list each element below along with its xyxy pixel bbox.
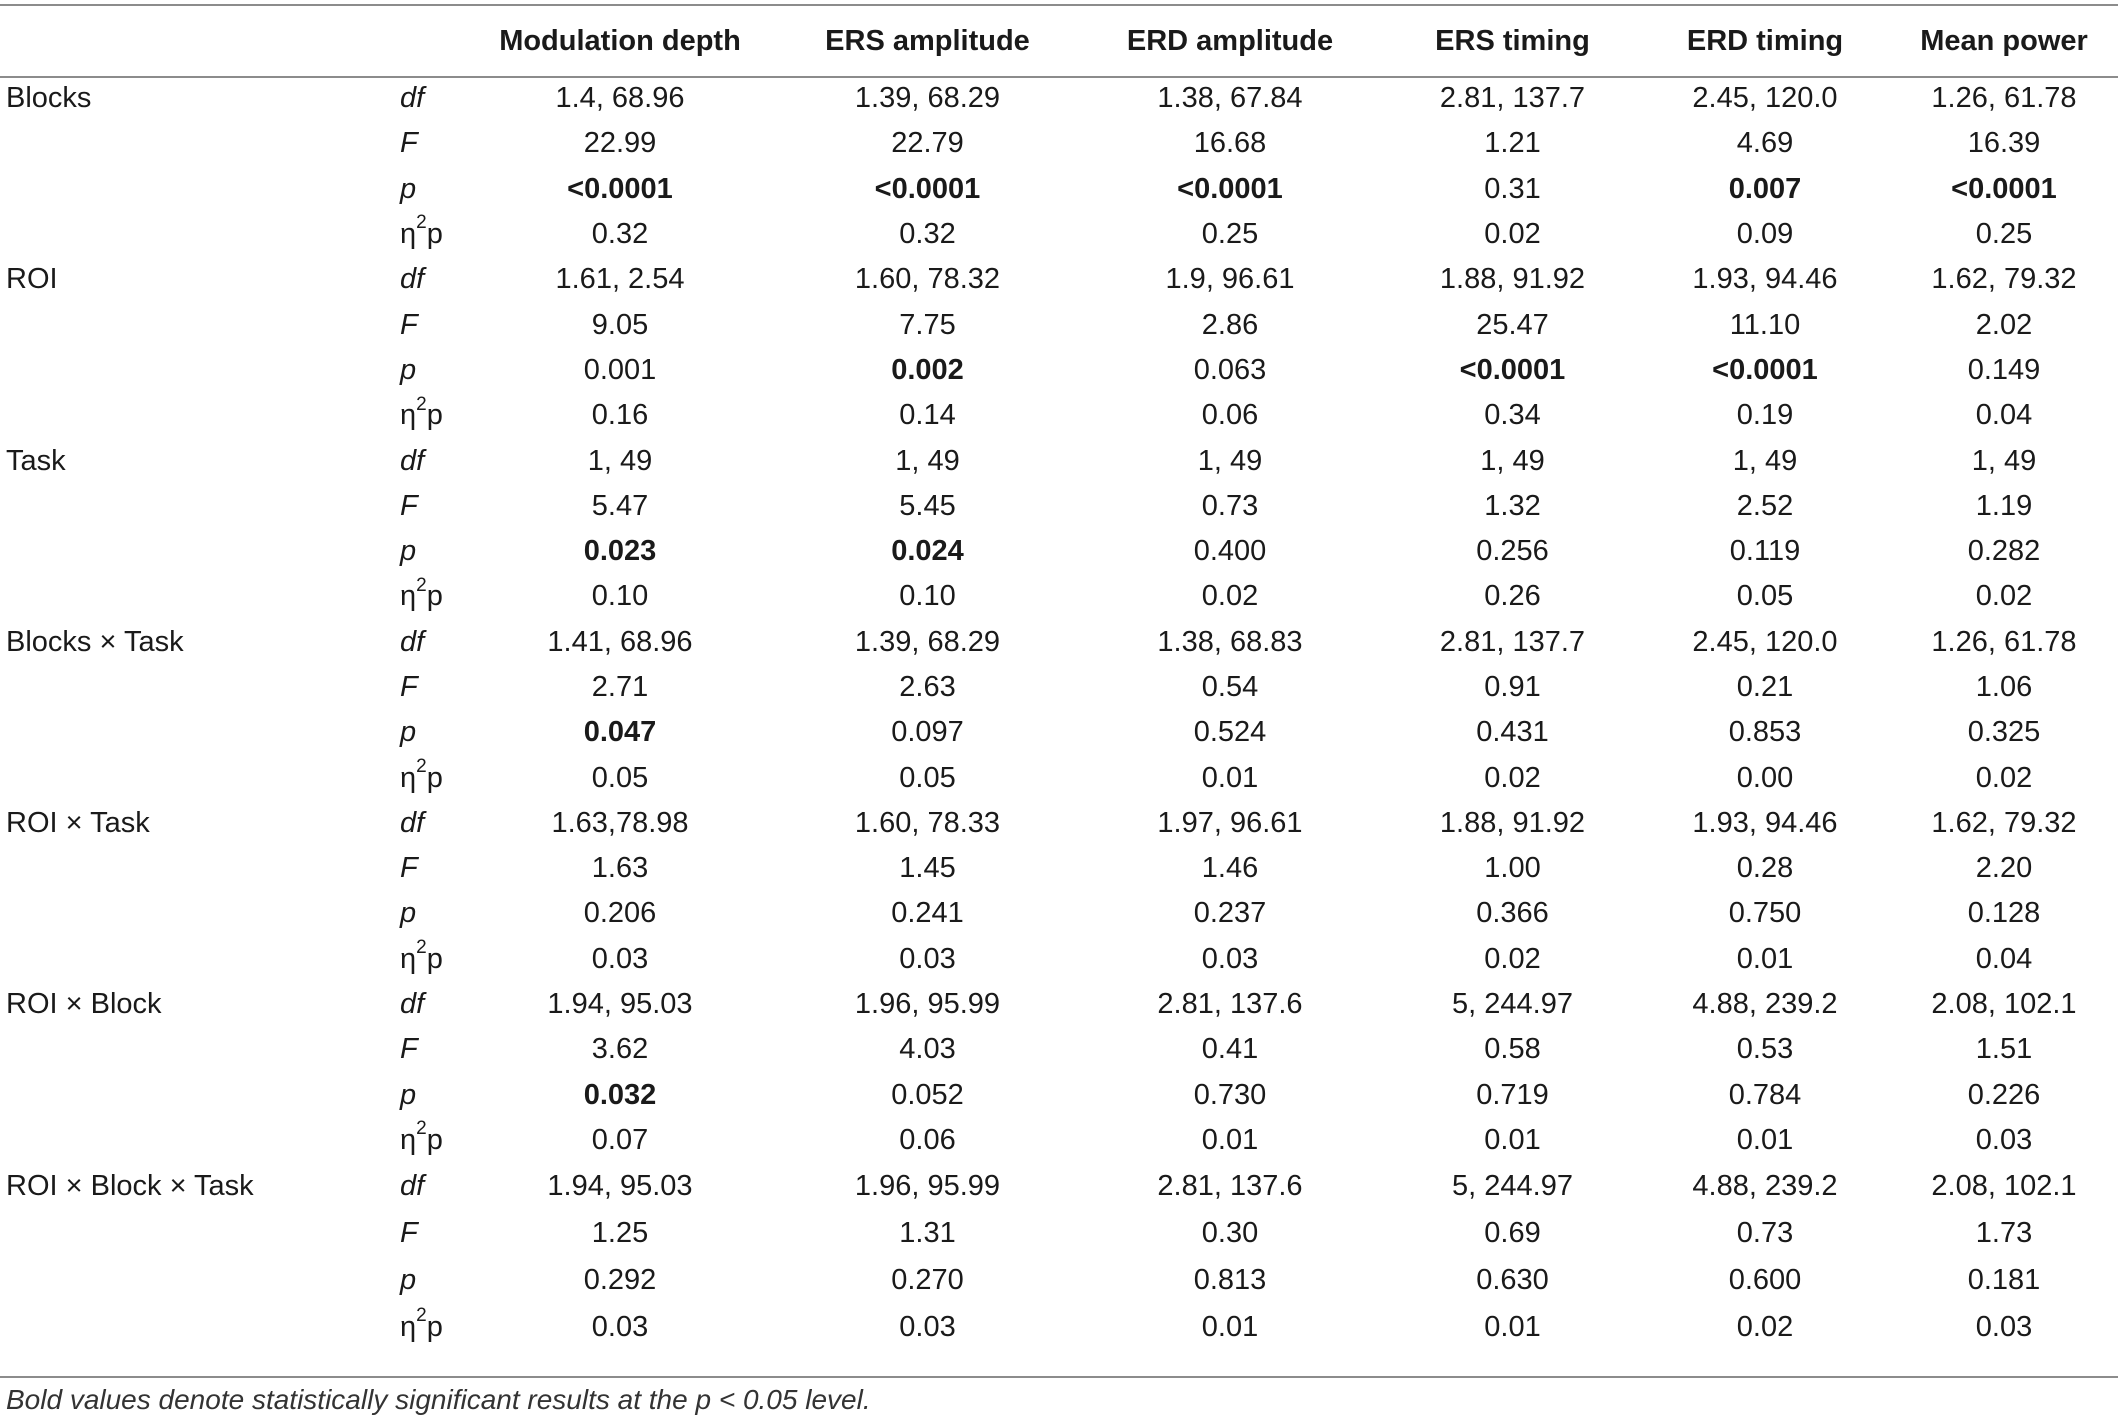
cell-erd-amplitude: 1.38, 67.84 <box>1157 82 1303 115</box>
cell-erd-amplitude: 0.06 <box>1201 399 1259 432</box>
cell-ers-timing: 0.34 <box>1484 399 1541 432</box>
effect-label: Task <box>6 444 66 477</box>
cell-modulation-depth: 1.61, 2.54 <box>555 263 685 296</box>
stat-label: F <box>400 852 418 885</box>
effect-label <box>0 891 340 936</box>
cell-erd-amplitude: 0.73 <box>1201 489 1259 522</box>
cell-erd-timing: 0.784 <box>1728 1078 1802 1111</box>
cell-erd-timing: 0.73 <box>1736 1217 1794 1250</box>
cell-ers-amplitude: 0.03 <box>899 942 956 975</box>
stat-label: df <box>400 263 425 296</box>
cell-modulation-depth: 0.07 <box>591 1123 649 1156</box>
cell-erd-amplitude: <0.0001 <box>1177 172 1283 205</box>
stat-label: df <box>400 1170 425 1203</box>
table-row <box>0 620 2118 665</box>
header-cell-effect <box>0 6 340 76</box>
cell-modulation-depth: 0.047 <box>583 716 657 749</box>
cell-modulation-depth: 3.62 <box>591 1033 649 1066</box>
table-row <box>0 393 2118 438</box>
cell-erd-amplitude: 16.68 <box>1193 127 1267 160</box>
cell-mean-power: 0.128 <box>1967 897 2041 930</box>
cell-ers-amplitude: 1, 49 <box>895 444 960 477</box>
table-row <box>0 1027 2118 1072</box>
table-row <box>0 529 2118 574</box>
table-row <box>0 710 2118 755</box>
cell-mean-power: 1.26, 61.78 <box>1931 625 2077 658</box>
cell-mean-power: 2.08, 102.1 <box>1931 1170 2077 1203</box>
cell-mean-power: 0.181 <box>1967 1264 2041 1297</box>
cell-mean-power: 1.26, 61.78 <box>1931 82 2077 115</box>
stat-label: df <box>400 625 425 658</box>
cell-ers-amplitude: 1.39, 68.29 <box>854 82 1001 115</box>
stat-label: $\eta^2p$ <box>400 1118 443 1156</box>
cell-modulation-depth: 1.25 <box>591 1217 649 1250</box>
cell-ers-timing: <0.0001 <box>1459 353 1566 386</box>
bottom-rule <box>0 1376 2118 1378</box>
cell-mean-power: 0.25 <box>1975 218 2033 251</box>
effect-label <box>0 212 340 257</box>
cell-erd-timing: 11.10 <box>1729 308 1801 341</box>
cell-modulation-depth: 0.05 <box>591 761 649 794</box>
effect-label: ROI × Task <box>6 806 150 839</box>
cell-erd-timing: 0.01 <box>1736 942 1794 975</box>
stat-label: p <box>400 716 417 749</box>
cell-erd-timing: 2.45, 120.0 <box>1692 82 1838 115</box>
cell-erd-amplitude: 1.97, 96.61 <box>1157 806 1303 839</box>
table-row <box>0 937 2118 982</box>
cell-erd-amplitude: 0.01 <box>1201 1311 1259 1344</box>
stat-label: $\eta^2p$ <box>400 937 443 975</box>
cell-ers-timing: 0.31 <box>1484 172 1541 205</box>
table-row <box>0 212 2118 257</box>
header-cell-erd-amplitude: ERD amplitude <box>1126 24 1334 57</box>
table-row <box>0 1073 2118 1118</box>
header-row <box>0 6 2118 76</box>
effect-label: ROI <box>6 263 58 296</box>
cell-erd-timing: 1.93, 94.46 <box>1692 263 1838 296</box>
effect-label <box>0 755 340 800</box>
cell-ers-amplitude: 7.75 <box>899 308 956 341</box>
table-row <box>0 846 2118 891</box>
cell-erd-timing: 2.45, 120.0 <box>1692 625 1838 658</box>
cell-erd-amplitude: 1.9, 96.61 <box>1165 263 1295 296</box>
stat-label: $\eta^2p$ <box>400 755 443 794</box>
cell-modulation-depth: 1.4, 68.96 <box>555 82 685 115</box>
cell-erd-timing: 0.09 <box>1736 218 1794 251</box>
table-row <box>0 755 2118 800</box>
effect-label <box>0 121 340 166</box>
table-row <box>0 891 2118 936</box>
cell-erd-timing: 0.119 <box>1729 535 1801 568</box>
cell-ers-timing: 0.01 <box>1484 1311 1541 1344</box>
header-cell-ers-amplitude: ERS amplitude <box>825 24 1030 57</box>
cell-erd-amplitude: 0.02 <box>1201 580 1259 613</box>
effect-label <box>0 529 340 574</box>
table-row <box>0 484 2118 529</box>
cell-ers-timing: 0.02 <box>1484 218 1541 251</box>
cell-erd-amplitude: 0.237 <box>1193 897 1267 930</box>
cell-modulation-depth: 5.47 <box>591 489 649 522</box>
effect-label <box>0 846 340 891</box>
cell-mean-power: 1.62, 79.32 <box>1931 263 2077 296</box>
cell-mean-power: 0.03 <box>1975 1311 2033 1344</box>
cell-ers-amplitude: 0.241 <box>891 897 964 930</box>
table-row <box>0 801 2118 846</box>
cell-ers-timing: 2.81, 137.7 <box>1439 82 1586 115</box>
stat-label: F <box>400 1217 418 1250</box>
cell-ers-timing: 5, 244.97 <box>1452 1170 1573 1203</box>
table-row <box>0 574 2118 619</box>
effect-label <box>0 1073 340 1118</box>
header-cell-ers-timing: ERS timing <box>1435 24 1590 57</box>
cell-ers-amplitude: <0.0001 <box>874 172 981 205</box>
cell-erd-timing: 0.53 <box>1736 1033 1794 1066</box>
cell-erd-amplitude: 0.400 <box>1193 535 1267 568</box>
cell-erd-timing: 0.00 <box>1736 761 1794 794</box>
header-cell-modulation-depth: Modulation depth <box>499 24 741 57</box>
table-row <box>0 302 2118 347</box>
cell-erd-timing: 0.007 <box>1728 172 1802 205</box>
effect-label <box>0 1027 340 1072</box>
stat-label: p <box>400 172 417 205</box>
cell-erd-amplitude: 0.41 <box>1201 1033 1259 1066</box>
cell-ers-timing: 0.69 <box>1484 1217 1541 1250</box>
cell-ers-amplitude: 5.45 <box>899 489 956 522</box>
cell-erd-amplitude: 0.03 <box>1201 942 1259 975</box>
stat-label: df <box>400 444 425 477</box>
cell-erd-amplitude: 0.54 <box>1201 671 1259 703</box>
cell-ers-timing: 0.02 <box>1484 942 1541 975</box>
cell-modulation-depth: 1.63 <box>591 852 649 885</box>
cell-modulation-depth: <0.0001 <box>567 172 673 205</box>
effect-label: Blocks × Task <box>6 625 184 658</box>
cell-erd-timing: 4.69 <box>1736 127 1794 160</box>
cell-modulation-depth: 1.94, 95.03 <box>547 988 693 1021</box>
cell-modulation-depth: 22.99 <box>583 127 657 160</box>
cell-erd-timing: 0.853 <box>1728 716 1802 749</box>
cell-mean-power: 0.149 <box>1967 353 2041 386</box>
stat-label: p <box>400 353 417 386</box>
cell-ers-timing: 1.00 <box>1484 852 1541 885</box>
cell-mean-power: 0.282 <box>1967 535 2041 568</box>
cell-mean-power: 0.02 <box>1975 580 2033 613</box>
effect-label <box>0 665 340 710</box>
effect-label <box>0 302 340 347</box>
stat-label: df <box>400 82 425 115</box>
effect-label <box>0 574 340 619</box>
effect-label <box>0 348 340 393</box>
cell-erd-amplitude: 2.81, 137.6 <box>1157 988 1303 1021</box>
cell-erd-timing: 0.19 <box>1736 399 1794 432</box>
cell-mean-power: 0.04 <box>1975 942 2033 975</box>
cell-erd-amplitude: 0.30 <box>1201 1217 1259 1250</box>
table-row <box>0 257 2118 302</box>
cell-ers-amplitude: 1.60, 78.33 <box>854 806 1001 839</box>
cell-modulation-depth: 0.03 <box>591 1311 649 1344</box>
cell-ers-amplitude: 1.96, 95.99 <box>854 1170 1001 1203</box>
table-row <box>0 982 2118 1027</box>
table-row <box>0 665 2118 710</box>
cell-mean-power: 1.06 <box>1975 671 2033 703</box>
cell-ers-timing: 5, 244.97 <box>1452 988 1573 1021</box>
table-row <box>0 1304 2118 1351</box>
cell-mean-power: 16.39 <box>1967 127 2041 160</box>
effect-label <box>0 1304 340 1351</box>
cell-ers-amplitude: 0.32 <box>899 218 956 251</box>
table-footnote: Bold values denote statistically significant results at the p < 0.05 level. <box>6 1384 871 1415</box>
cell-ers-timing: 0.256 <box>1476 535 1549 568</box>
cell-ers-timing: 25.47 <box>1476 308 1549 341</box>
cell-ers-amplitude: 0.14 <box>899 399 956 432</box>
cell-erd-timing: 2.52 <box>1736 489 1794 522</box>
cell-ers-timing: 0.26 <box>1484 580 1541 613</box>
cell-ers-timing: 0.02 <box>1484 761 1541 794</box>
stat-label: F <box>400 127 418 160</box>
stat-label: p <box>400 1264 417 1297</box>
cell-ers-amplitude: 1.60, 78.32 <box>854 263 1001 296</box>
cell-ers-timing: 1, 49 <box>1480 444 1545 477</box>
cell-ers-amplitude: 0.097 <box>891 716 964 749</box>
cell-ers-timing: 0.431 <box>1476 716 1549 749</box>
cell-ers-amplitude: 0.002 <box>891 353 964 386</box>
cell-modulation-depth: 0.001 <box>583 353 657 386</box>
stat-label: $\eta^2p$ <box>400 574 443 613</box>
cell-modulation-depth: 0.10 <box>591 580 649 613</box>
cell-ers-timing: 2.81, 137.7 <box>1439 625 1586 658</box>
cell-erd-timing: 1, 49 <box>1732 444 1798 477</box>
table-row <box>0 1118 2118 1163</box>
effect-label <box>0 167 340 212</box>
header-cell-mean-power: Mean power <box>1920 24 2088 57</box>
effect-label <box>0 1210 340 1257</box>
cell-erd-timing: 4.88, 239.2 <box>1692 1170 1838 1203</box>
cell-ers-amplitude: 0.270 <box>891 1264 964 1297</box>
table-row <box>0 167 2118 212</box>
cell-erd-amplitude: 2.81, 137.6 <box>1157 1170 1303 1203</box>
stat-label: $\eta^2p$ <box>400 212 443 251</box>
cell-ers-amplitude: 1.96, 95.99 <box>854 988 1001 1021</box>
cell-ers-amplitude: 0.06 <box>899 1123 956 1156</box>
header-cell-erd-timing: ERD timing <box>1686 24 1844 57</box>
table-row <box>0 1210 2118 1257</box>
cell-ers-timing: 0.366 <box>1476 897 1549 930</box>
cell-mean-power: 1, 49 <box>1971 444 2037 477</box>
cell-ers-timing: 0.630 <box>1476 1264 1549 1297</box>
effect-label: ROI × Block × Task <box>6 1170 254 1203</box>
effect-label <box>0 710 340 755</box>
cell-erd-amplitude: 1, 49 <box>1197 444 1263 477</box>
cell-modulation-depth: 0.206 <box>583 897 657 930</box>
effect-label: Blocks <box>6 82 92 115</box>
table-body <box>0 76 2118 1351</box>
table-row <box>0 1257 2118 1304</box>
cell-modulation-depth: 9.05 <box>591 308 649 341</box>
effect-label <box>0 937 340 982</box>
effect-label <box>0 1118 340 1163</box>
effect-label <box>0 393 340 438</box>
cell-erd-timing: 0.05 <box>1736 580 1794 613</box>
cell-mean-power: 0.04 <box>1975 399 2033 432</box>
table-row <box>0 438 2118 483</box>
cell-modulation-depth: 0.03 <box>591 942 649 975</box>
cell-erd-timing: 0.01 <box>1736 1123 1794 1156</box>
cell-mean-power: 0.03 <box>1975 1123 2033 1156</box>
table-row <box>0 121 2118 166</box>
cell-mean-power: 0.325 <box>1967 716 2041 749</box>
cell-modulation-depth: 2.71 <box>591 671 649 703</box>
cell-ers-timing: 0.01 <box>1484 1123 1541 1156</box>
table-row <box>0 76 2118 121</box>
stat-label: df <box>400 806 425 839</box>
cell-ers-timing: 1.88, 91.92 <box>1439 263 1586 296</box>
cell-erd-amplitude: 0.730 <box>1193 1078 1267 1111</box>
cell-ers-timing: 1.21 <box>1484 127 1541 160</box>
cell-erd-timing: 1.93, 94.46 <box>1692 806 1838 839</box>
stat-label: df <box>400 988 425 1021</box>
cell-modulation-depth: 1.94, 95.03 <box>547 1170 693 1203</box>
effect-label <box>0 484 340 529</box>
cell-erd-amplitude: 1.46 <box>1201 852 1259 885</box>
cell-ers-amplitude: 1.31 <box>899 1217 956 1250</box>
stat-label: p <box>400 897 417 930</box>
cell-mean-power: 2.08, 102.1 <box>1931 988 2077 1021</box>
cell-modulation-depth: 0.292 <box>583 1264 657 1297</box>
cell-erd-amplitude: 0.01 <box>1201 761 1259 794</box>
cell-ers-amplitude: 4.03 <box>899 1033 956 1066</box>
stat-label: F <box>400 1033 418 1066</box>
cell-erd-amplitude: 0.063 <box>1193 353 1267 386</box>
cell-ers-amplitude: 0.052 <box>891 1078 964 1111</box>
cell-mean-power: 1.19 <box>1975 489 2033 522</box>
cell-mean-power: 2.02 <box>1975 308 2033 341</box>
stat-label: p <box>400 1078 417 1111</box>
cell-modulation-depth: 0.032 <box>583 1078 657 1111</box>
cell-modulation-depth: 0.16 <box>591 399 649 432</box>
cell-ers-amplitude: 1.45 <box>899 852 956 885</box>
cell-ers-amplitude: 0.05 <box>899 761 956 794</box>
cell-ers-timing: 0.58 <box>1484 1033 1541 1066</box>
cell-ers-timing: 1.32 <box>1484 489 1541 522</box>
cell-erd-timing: 0.21 <box>1736 671 1794 703</box>
cell-ers-amplitude: 2.63 <box>899 671 956 703</box>
stat-label: $\eta^2p$ <box>400 393 443 432</box>
cell-erd-timing: <0.0001 <box>1712 353 1818 386</box>
table-row <box>0 1163 2118 1210</box>
cell-mean-power: 1.62, 79.32 <box>1931 806 2077 839</box>
cell-erd-timing: 4.88, 239.2 <box>1692 988 1838 1021</box>
cell-modulation-depth: 0.023 <box>583 535 657 568</box>
effect-label <box>0 1257 340 1304</box>
cell-modulation-depth: 1.41, 68.96 <box>547 625 693 658</box>
cell-ers-amplitude: 22.79 <box>891 127 964 160</box>
cell-erd-timing: 0.28 <box>1736 852 1794 885</box>
cell-erd-amplitude: 0.01 <box>1201 1123 1259 1156</box>
cell-mean-power: 0.226 <box>1967 1078 2041 1111</box>
stat-label: $\eta^2p$ <box>400 1305 443 1344</box>
stat-label: F <box>400 489 418 522</box>
cell-erd-timing: 0.02 <box>1736 1311 1794 1344</box>
cell-ers-amplitude: 1.39, 68.29 <box>854 625 1001 658</box>
cell-mean-power: 0.02 <box>1975 761 2033 794</box>
cell-erd-amplitude: 2.86 <box>1201 308 1259 341</box>
cell-erd-amplitude: 0.524 <box>1193 716 1267 749</box>
cell-mean-power: 2.20 <box>1975 852 2033 885</box>
cell-erd-timing: 0.750 <box>1728 897 1802 930</box>
cell-ers-amplitude: 0.03 <box>899 1311 956 1344</box>
cell-erd-amplitude: 1.38, 68.83 <box>1157 625 1303 658</box>
header-cell-stat <box>340 6 460 76</box>
cell-ers-timing: 0.91 <box>1484 671 1541 703</box>
cell-mean-power: <0.0001 <box>1951 172 2057 205</box>
cell-mean-power: 1.73 <box>1975 1217 2033 1250</box>
stat-label: F <box>400 308 418 341</box>
cell-erd-amplitude: 0.813 <box>1193 1264 1267 1297</box>
cell-modulation-depth: 1.63,78.98 <box>551 806 689 839</box>
anova-results-table <box>0 6 2118 1351</box>
cell-modulation-depth: 0.32 <box>591 218 649 251</box>
cell-ers-timing: 0.719 <box>1476 1078 1549 1111</box>
effect-label: ROI × Block <box>6 988 162 1021</box>
cell-erd-timing: 0.600 <box>1728 1264 1802 1297</box>
stat-label: p <box>400 535 417 568</box>
cell-ers-amplitude: 0.024 <box>891 535 964 568</box>
cell-ers-timing: 1.88, 91.92 <box>1439 806 1586 839</box>
stat-label: F <box>400 671 418 703</box>
cell-erd-amplitude: 0.25 <box>1201 218 1259 251</box>
cell-ers-amplitude: 0.10 <box>899 580 956 613</box>
cell-modulation-depth: 1, 49 <box>587 444 653 477</box>
cell-mean-power: 1.51 <box>1975 1033 2033 1066</box>
table-row <box>0 348 2118 393</box>
